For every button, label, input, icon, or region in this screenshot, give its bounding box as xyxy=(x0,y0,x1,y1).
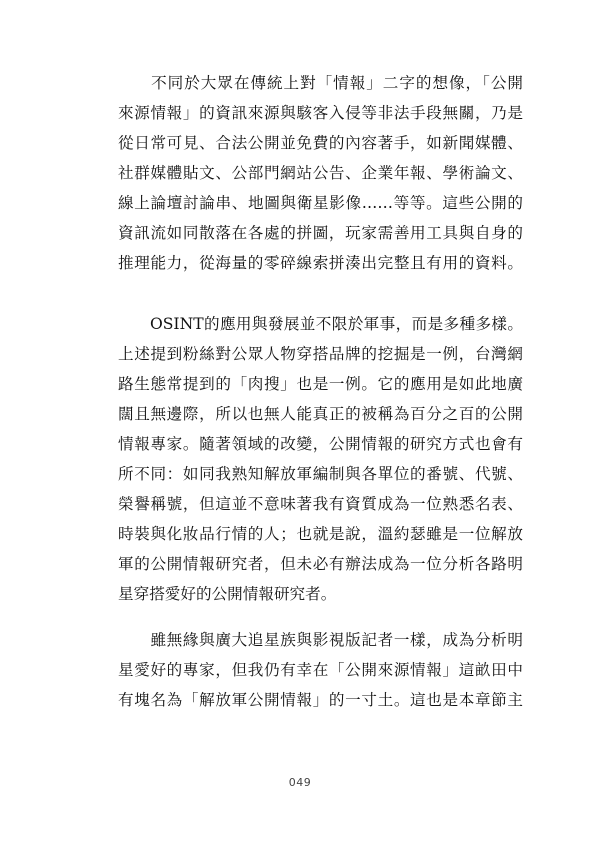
text-line: 從日常可見、合法公開並免費的內容著手，如新聞媒體、 xyxy=(118,134,523,152)
page-number: 049 xyxy=(288,776,312,789)
text-line: 有塊名為「解放軍公開情報」的一寸土。這也是本章節主 xyxy=(118,691,523,709)
text-line: 所不同：如同我熟知解放軍編制與各單位的番號、代號、 xyxy=(118,465,523,483)
text-line: 不同於大眾在傳統上對「情報」二字的想像，「公開 xyxy=(118,74,523,92)
text-line: 社群媒體貼文、公部門網站公告、企業年報、學術論文、 xyxy=(118,164,523,182)
text-line: 來源情報」的資訊來源與駭客入侵等非法手段無關，乃是 xyxy=(118,104,523,122)
text-line: 情報專家。隨著領域的改變，公開情報的研究方式也會有 xyxy=(118,435,523,453)
paragraph-2 xyxy=(118,309,523,609)
paragraph-1 xyxy=(118,68,523,278)
text-line: 闊且無邊際，所以也無人能真正的被稱為百分之百的公開 xyxy=(118,405,523,423)
text-line: 雖無緣與廣大追星族與影視版記者一樣，成為分析明 xyxy=(118,631,523,649)
text-line: 線上論壇討論串、地圖與衛星影像……等等。這些公開的 xyxy=(118,194,523,212)
text-line: 資訊流如同散落在各處的拼圖，玩家需善用工具與自身的 xyxy=(118,224,523,242)
text-line: 推理能力，從海量的零碎線索拼湊出完整且有用的資料。 xyxy=(118,254,523,272)
text-line: OSINT的應用與發展並不限於軍事，而是多種多樣。 xyxy=(118,315,523,333)
text-line: 榮譽稱號，但這並不意味著我有資質成為一位熟悉名表、 xyxy=(118,495,523,513)
text-line: 時裝與化妝品行情的人；也就是說，溫約瑟雖是一位解放 xyxy=(118,525,523,543)
text-line: 星愛好的專家，但我仍有幸在「公開來源情報」這畝田中 xyxy=(118,661,523,679)
text-line: 軍的公開情報研究者，但未必有辦法成為一位分析各路明 xyxy=(118,555,523,573)
text-line: 路生態常提到的「肉搜」也是一例。它的應用是如此地廣 xyxy=(118,375,523,393)
text-line: 星穿搭愛好的公開情報研究者。 xyxy=(118,585,337,603)
paragraph-3 xyxy=(118,625,523,715)
text-line: 上述提到粉絲對公眾人物穿搭品牌的挖掘是一例，台灣網 xyxy=(118,345,523,363)
